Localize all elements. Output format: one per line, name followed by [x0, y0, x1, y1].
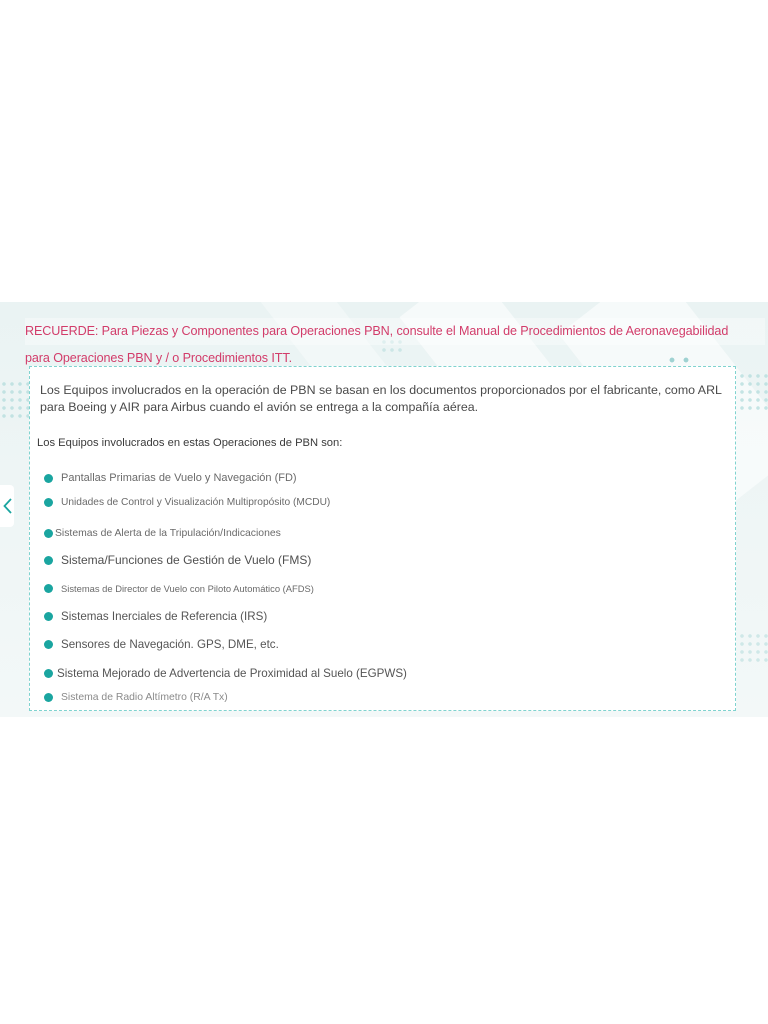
list-item: [44, 667, 407, 680]
intro-line-1: Los Equipos involucrados en la operación de PBN se basan en los documentos proporcionados por el fabricante, como ARL: [40, 383, 722, 397]
list-item: [44, 472, 297, 484]
list-item: [44, 553, 311, 567]
list-item-label: Sistema Mejorado de Advertencia de Proximidad al Suelo (EGPWS): [57, 667, 407, 680]
list-item: [44, 497, 330, 508]
list-item-label: Sistemas de Director de Vuelo con Piloto Automático (AFDS): [61, 583, 314, 594]
bullet-icon: [44, 498, 53, 507]
list-item-label: Sensores de Navegación. GPS, DME, etc.: [61, 638, 279, 651]
notice-text: [25, 318, 765, 372]
notice-line-2: para Operaciones PBN y / o Procedimientos ITT.: [25, 351, 292, 365]
bullet-icon: [44, 612, 53, 621]
decorative-dots: [738, 632, 768, 662]
list-item-label: Sistema/Funciones de Gestión de Vuelo (FMS): [61, 553, 312, 567]
list-item-label: Sistemas de Alerta de la Tripulación/Indicaciones: [55, 528, 281, 539]
list-item: [44, 638, 279, 651]
list-item-label: Sistemas Inerciales de Referencia (IRS): [61, 610, 268, 623]
list-item: [44, 692, 228, 703]
intro-text: [40, 382, 720, 416]
decorative-dots: [738, 372, 768, 412]
list-item: [44, 610, 267, 623]
list-item-label: Sistema de Radio Altímetro (R/A Tx): [61, 692, 228, 703]
previous-slide-button[interactable]: [0, 485, 14, 527]
intro-line-2: para Boeing y AIR para Airbus cuando el avión se entrega a la compañía aérea.: [40, 400, 479, 414]
list-item-label: Pantallas Primarias de Vuelo y Navegación (FD): [61, 472, 297, 484]
bullet-icon: [44, 669, 53, 678]
bullet-icon: [44, 640, 53, 649]
list-item-label: Unidades de Control y Visualización Multipropósito (MCDU): [61, 497, 331, 508]
list-title: Los Equipos involucrados en estas Operaciones de PBN son:: [37, 437, 343, 449]
list-item: [44, 583, 314, 594]
bullet-icon: [44, 556, 53, 565]
notice-line-1: RECUERDE: Para Piezas y Componentes para Operaciones PBN, consulte el Manual de Procedimientos de Aeronavegabilidad: [25, 318, 765, 345]
list-item: [44, 528, 281, 539]
bullet-icon: [44, 474, 53, 483]
bullet-icon: [44, 584, 53, 593]
bullet-icon: [44, 693, 53, 702]
bullet-icon: [44, 529, 53, 538]
equipment-card: [29, 366, 736, 711]
chevron-left-icon: [3, 498, 12, 514]
